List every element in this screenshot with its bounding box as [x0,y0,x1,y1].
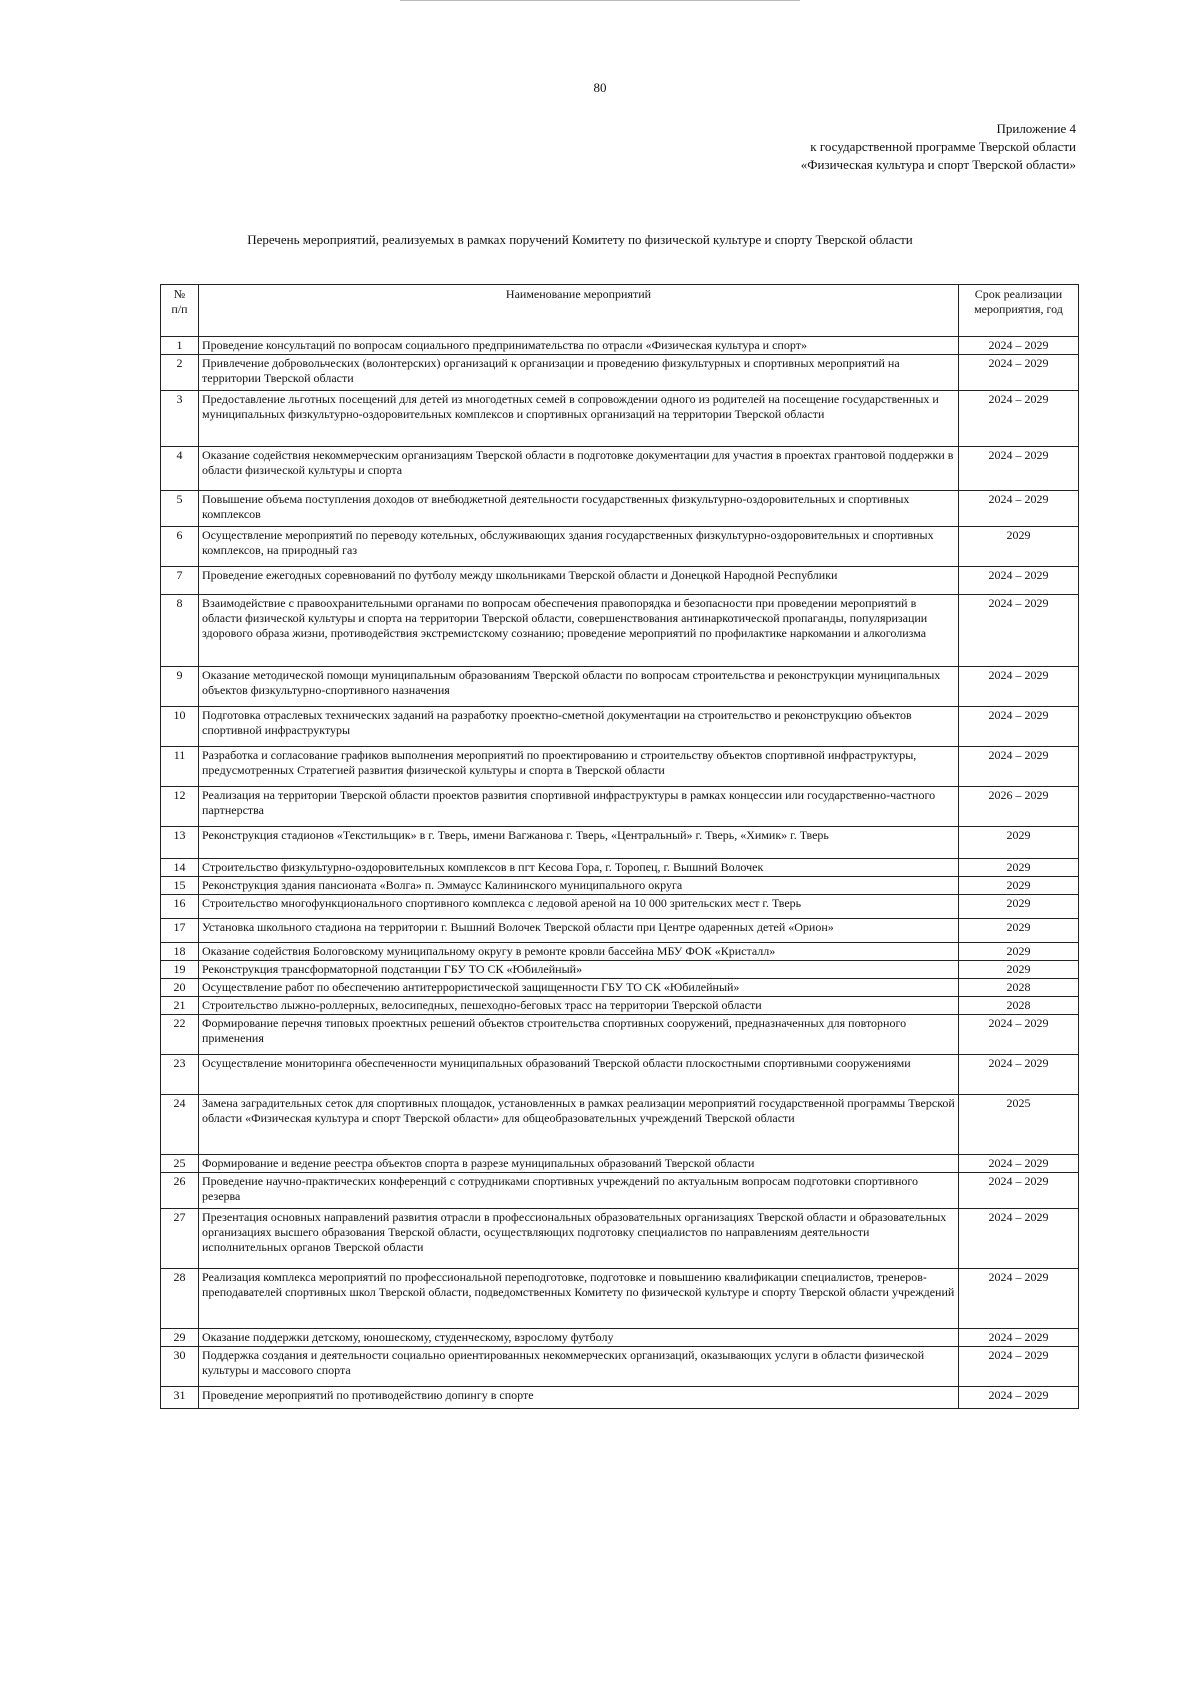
row-event-name: Строительство физкультурно-оздоровительных комплексов в пгт Кесова Гора, г. Торопец, г. Вышний Волочек [199,859,959,877]
row-event-name: Оказание поддержки детскому, юношескому, студенческому, взрослому футболу [199,1329,959,1347]
row-term: 2024 – 2029 [959,447,1079,491]
row-term: 2024 – 2029 [959,1269,1079,1329]
table-row [161,337,1079,355]
row-event-name: Проведение консультаций по вопросам социального предпринимательства по отрасли «Физическая культура и спорт» [199,337,959,355]
row-number: 26 [161,1173,199,1209]
table-row [161,787,1079,827]
row-event-name: Реконструкция стадионов «Текстильщик» в г. Тверь, имени Вагжанова г. Тверь, «Центральный» г. Тверь, «Химик» г. Тверь [199,827,959,859]
scan-edge-line [400,0,800,1]
row-number: 9 [161,667,199,707]
row-event-name: Поддержка создания и деятельности социально ориентированных некоммерческих организаций, оказывающих услуги в области физической культуры и массового спорта [199,1347,959,1387]
row-number: 27 [161,1209,199,1269]
appendix-line-1: Приложение 4 [996,121,1076,136]
row-term: 2024 – 2029 [959,391,1079,447]
row-event-name: Оказание содействия некоммерческим организациям Тверской области в подготовке документации для участия в проектах грантовой поддержки в области физической культуры и спорта [199,447,959,491]
table-row [161,707,1079,747]
header-number-line-1: № [173,287,186,301]
header-term-line-1: Срок реализации [974,287,1063,301]
row-number: 12 [161,787,199,827]
table-row [161,595,1079,667]
table-row [161,491,1079,527]
row-number: 19 [161,961,199,979]
row-term: 2024 – 2029 [959,1055,1079,1095]
row-number: 18 [161,943,199,961]
page-number: 80 [593,80,607,95]
table-row [161,747,1079,787]
row-event-name: Проведение ежегодных соревнований по футболу между школьниками Тверской области и Донецкой Народной Республики [199,567,959,595]
row-term: 2029 [959,895,1079,919]
row-term: 2028 [959,997,1079,1015]
row-number: 16 [161,895,199,919]
table-row [161,355,1079,391]
table-row [161,877,1079,895]
row-term: 2029 [959,877,1079,895]
header-term-line-2: мероприятия, год [974,302,1063,316]
table-header-row [161,285,1079,337]
row-event-name: Строительство лыжно-роллерных, велосипедных, пешеходно-беговых трасс на территории Тверской области [199,997,959,1015]
row-event-name: Оказание методической помощи муниципальным образованиям Тверской области по вопросам строительства и реконструкции муниципальных объектов физкультурно-спортивного назначения [199,667,959,707]
row-event-name: Осуществление работ по обеспечению антитеррористической защищенности ГБУ ТО СК «Юбилейный» [199,979,959,997]
table-row [161,943,1079,961]
row-number: 14 [161,859,199,877]
row-number: 29 [161,1329,199,1347]
table-row [161,1329,1079,1347]
row-number: 10 [161,707,199,747]
row-term: 2024 – 2029 [959,567,1079,595]
row-event-name: Предоставление льготных посещений для детей из многодетных семей в сопровождении одного из родителей на посещение государственных и муниципальных физкультурно-оздоровительных комплексов и спортивных организаций на территории Тверской области [199,391,959,447]
row-term: 2026 – 2029 [959,787,1079,827]
row-event-name: Презентация основных направлений развития отрасли в профессиональных образовательных организациях Тверской области и образовательных организациях высшего образования Тверской области, осуществляющих подготовку специалистов по направлениям деятельности исполнительных органов Тверской области [199,1209,959,1269]
header-term [959,285,1079,337]
events-table [160,284,1079,1409]
table-row [161,919,1079,943]
row-number: 22 [161,1015,199,1055]
row-number: 8 [161,595,199,667]
row-number: 13 [161,827,199,859]
row-term: 2029 [959,961,1079,979]
row-number: 20 [161,979,199,997]
row-number: 24 [161,1095,199,1155]
header-number [161,285,199,337]
row-event-name: Осуществление мероприятий по переводу котельных, обслуживающих здания государственных физкультурно-оздоровительных и спортивных комплексов, на природный газ [199,527,959,567]
row-term: 2024 – 2029 [959,707,1079,747]
table-row [161,567,1079,595]
row-number: 17 [161,919,199,943]
row-event-name: Подготовка отраслевых технических заданий на разработку проектно-сметной документации на строительство и реконструкцию объектов спортивной инфраструктуры [199,707,959,747]
table-row [161,391,1079,447]
row-event-name: Строительство многофункционального спортивного комплекса с ледовой ареной на 10 000 зрительских мест г. Тверь [199,895,959,919]
row-term: 2024 – 2029 [959,1387,1079,1409]
row-term: 2029 [959,827,1079,859]
table-row [161,1209,1079,1269]
row-number: 1 [161,337,199,355]
row-term: 2029 [959,859,1079,877]
table-row [161,1095,1079,1155]
table-row [161,527,1079,567]
row-event-name: Разработка и согласование графиков выполнения мероприятий по проектированию и строительству объектов спортивной инфраструктуры, предусмотренных Стратегией развития физической культуры и спорта в Тверской области [199,747,959,787]
row-term: 2024 – 2029 [959,1347,1079,1387]
document-title: Перечень мероприятий, реализуемых в рамках поручений Комитету по физической культуре и спорту Тверской области [247,232,913,247]
row-number: 30 [161,1347,199,1387]
table-row [161,1269,1079,1329]
table-row [161,961,1079,979]
row-event-name: Осуществление мониторинга обеспеченности муниципальных образований Тверской области плоскостными спортивными сооружениями [199,1055,959,1095]
table-row [161,1055,1079,1095]
table-row [161,859,1079,877]
table-row [161,997,1079,1015]
row-number: 25 [161,1155,199,1173]
row-term: 2024 – 2029 [959,1155,1079,1173]
row-number: 31 [161,1387,199,1409]
row-event-name: Привлечение добровольческих (волонтерских) организаций к организации и проведению физкультурных и спортивных мероприятий на территории Тверской области [199,355,959,391]
row-event-name: Реконструкция трансформаторной подстанции ГБУ ТО СК «Юбилейный» [199,961,959,979]
row-event-name: Реализация на территории Тверской области проектов развития спортивной инфраструктуры в рамках концессии или государственно-частного партнерства [199,787,959,827]
row-event-name: Оказание содействия Бологовскому муниципальному округу в ремонте кровли бассейна МБУ ФОК «Кристалл» [199,943,959,961]
row-term: 2024 – 2029 [959,1173,1079,1209]
row-term: 2024 – 2029 [959,747,1079,787]
row-event-name: Реконструкция здания пансионата «Волга» п. Эммаусс Калининского муниципального округа [199,877,959,895]
table-row [161,895,1079,919]
row-number: 4 [161,447,199,491]
row-event-name: Формирование и ведение реестра объектов спорта в разрезе муниципальных образований Тверской области [199,1155,959,1173]
row-event-name: Проведение научно-практических конференций с сотрудниками спортивных учреждений по актуальным вопросам подготовки спортивного резерва [199,1173,959,1209]
row-number: 2 [161,355,199,391]
table-row [161,979,1079,997]
row-number: 28 [161,1269,199,1329]
row-term: 2029 [959,943,1079,961]
row-term: 2024 – 2029 [959,595,1079,667]
row-term: 2029 [959,527,1079,567]
row-number: 23 [161,1055,199,1095]
row-term: 2028 [959,979,1079,997]
row-term: 2024 – 2029 [959,1015,1079,1055]
table-row [161,1347,1079,1387]
row-event-name: Формирование перечня типовых проектных решений объектов строительства спортивных сооружений, предназначенных для повторного применения [199,1015,959,1055]
table-body [161,337,1079,1409]
table-row [161,827,1079,859]
appendix-note [801,120,1076,174]
header-number-line-2: п/п [171,302,188,316]
table-row [161,1173,1079,1209]
row-number: 6 [161,527,199,567]
row-term: 2024 – 2029 [959,667,1079,707]
table-row [161,1155,1079,1173]
table-row [161,667,1079,707]
row-term: 2025 [959,1095,1079,1155]
row-term: 2024 – 2029 [959,355,1079,391]
row-term: 2024 – 2029 [959,1209,1079,1269]
appendix-line-3: «Физическая культура и спорт Тверской области» [800,157,1076,172]
row-number: 11 [161,747,199,787]
row-event-name: Взаимодействие с правоохранительными органами по вопросам обеспечения правопорядка и безопасности при проведении мероприятий в области физической культуры и спорта на территории Тверской области, совершенствования антинаркотической пропаганды, популяризации здорового образа жизни, противодействия экстремистскому сознанию; проведение мероприятий по профилактике наркомании и алкоголизма [199,595,959,667]
row-term: 2024 – 2029 [959,1329,1079,1347]
table-row [161,1387,1079,1409]
row-event-name: Замена заградительных сеток для спортивных площадок, установленных в рамках реализации мероприятий государственной программы Тверской области «Физическая культура и спорт Тверской области» для общеобразовательных учреждений Тверской области [199,1095,959,1155]
row-term: 2029 [959,919,1079,943]
header-name: Наименование мероприятий [199,285,959,337]
row-term: 2024 – 2029 [959,491,1079,527]
row-event-name: Установка школьного стадиона на территории г. Вышний Волочек Тверской области при Центре одаренных детей «Орион» [199,919,959,943]
row-term: 2024 – 2029 [959,337,1079,355]
row-number: 21 [161,997,199,1015]
row-number: 7 [161,567,199,595]
row-event-name: Проведение мероприятий по противодействию допингу в спорте [199,1387,959,1409]
row-event-name: Реализация комплекса мероприятий по профессиональной переподготовке, подготовке и повышению квалификации специалистов, тренеров-преподавателей спортивных школ Тверской области, подведомственных Комитету по физической культуре и спорту Тверской области учреждений [199,1269,959,1329]
table-row [161,1015,1079,1055]
row-number: 5 [161,491,199,527]
row-number: 3 [161,391,199,447]
row-event-name: Повышение объема поступления доходов от внебюджетной деятельности государственных физкультурно-оздоровительных и спортивных комплексов [199,491,959,527]
table-row [161,447,1079,491]
appendix-line-2: к государственной программе Тверской области [810,139,1076,154]
row-number: 15 [161,877,199,895]
